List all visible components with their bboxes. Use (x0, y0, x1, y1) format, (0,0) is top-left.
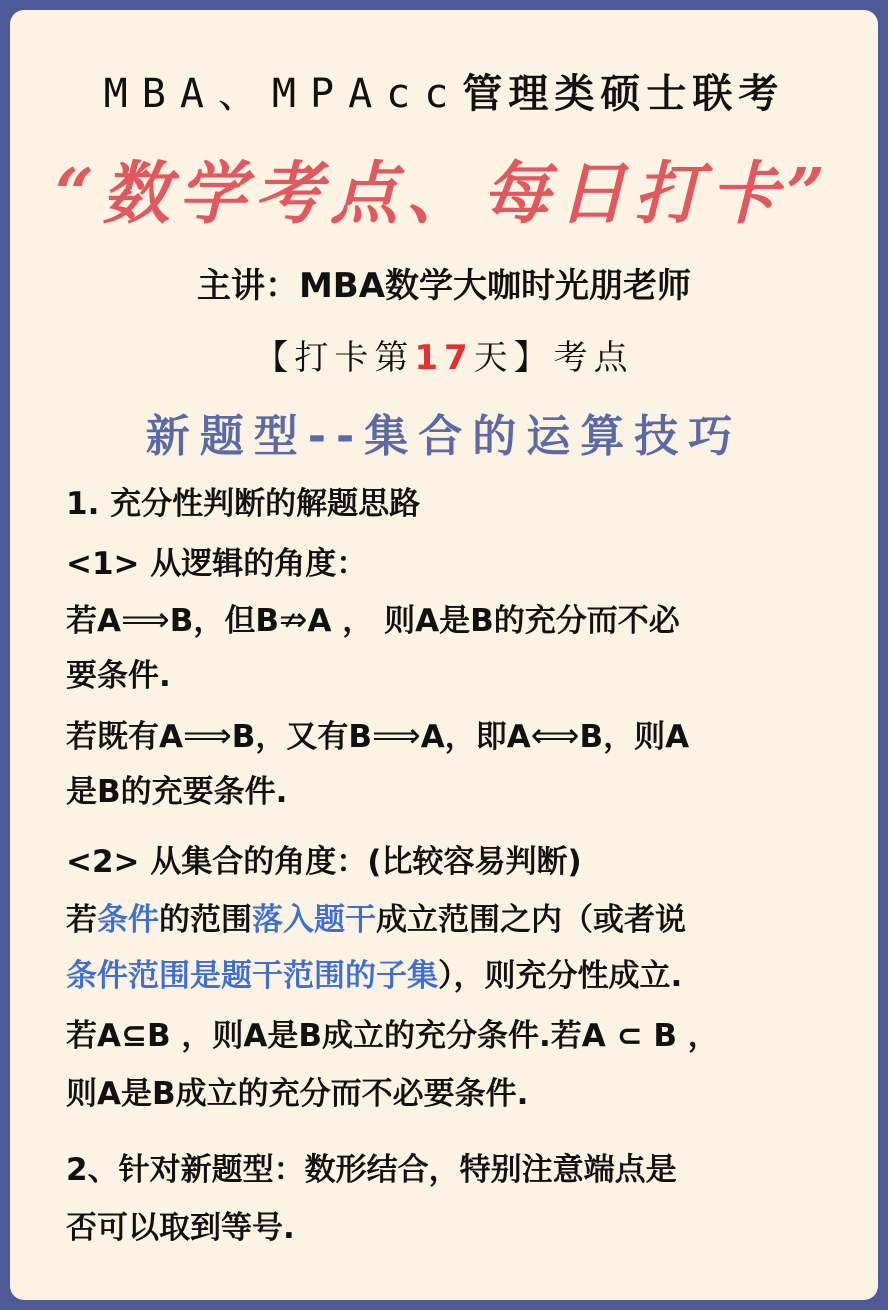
text: B，但B (169, 603, 280, 639)
text: 若既有A (66, 719, 183, 755)
implies-arrow: ⟹ (121, 600, 170, 640)
logic-line-3 (66, 716, 826, 757)
day-prefix: 【打卡第 (254, 338, 415, 378)
text: 成立范围之内（或者说 (376, 902, 686, 938)
logic-line-2: 要条件. (66, 658, 171, 694)
highlight: 落入题干 (252, 902, 376, 938)
day-suffix: 天】考点 (473, 338, 634, 378)
text: A，即A (420, 719, 531, 755)
text: A ， 则A是B的充分而不必 (307, 603, 680, 639)
highlight: 条件 (97, 902, 159, 938)
set-heading: <2> 从集合的角度：(比较容易判断) (66, 844, 582, 880)
logic-line-4: 是B的充要条件. (66, 774, 288, 810)
set-line-2 (66, 956, 826, 996)
set-line-3: 若A⊆B ，则A是B成立的充分条件.若A ⊂ B ， (66, 1018, 719, 1054)
logic-line-1 (66, 600, 826, 641)
set-line-4: 则A是B成立的充分而不必要条件. (66, 1076, 529, 1112)
lecturer: 主讲：MBA数学大咖时光朋老师 (196, 266, 692, 306)
text: B，则A (579, 719, 690, 755)
slogan: “数学考点、每日打卡” (54, 154, 834, 234)
day-label (0, 330, 888, 379)
implies-arrow: ⟹ (372, 716, 421, 756)
iff-arrow: ⟺ (530, 716, 580, 756)
set-line-1 (66, 900, 826, 940)
section-2-line-2: 否可以取到等号. (66, 1210, 295, 1246)
logic-heading: <1> 从逻辑的角度： (66, 546, 368, 582)
text: ），则充分性成立. (438, 958, 683, 994)
text: 若 (66, 902, 97, 938)
text: 的范围 (159, 902, 252, 938)
topic-title: 新题型--集合的运算技巧 (145, 411, 743, 462)
section-1-heading: 1. 充分性判断的解题思路 (66, 486, 421, 522)
title-cn: 管理类硕士联考 (462, 71, 785, 117)
highlight: 条件范围是题干范围的子集 (66, 958, 438, 994)
text: 若A (66, 603, 121, 639)
exam-title (0, 62, 888, 119)
day-number: 17 (414, 338, 474, 378)
implies-arrow: ⟹ (183, 716, 232, 756)
not-implies-arrow: ⇏ (279, 600, 308, 640)
title-latin: MBA、MPAcc (103, 71, 463, 117)
text: B，又有B (231, 719, 373, 755)
section-2-line-1: 2、针对新题型：数形结合，特别注意端点是 (66, 1152, 677, 1188)
